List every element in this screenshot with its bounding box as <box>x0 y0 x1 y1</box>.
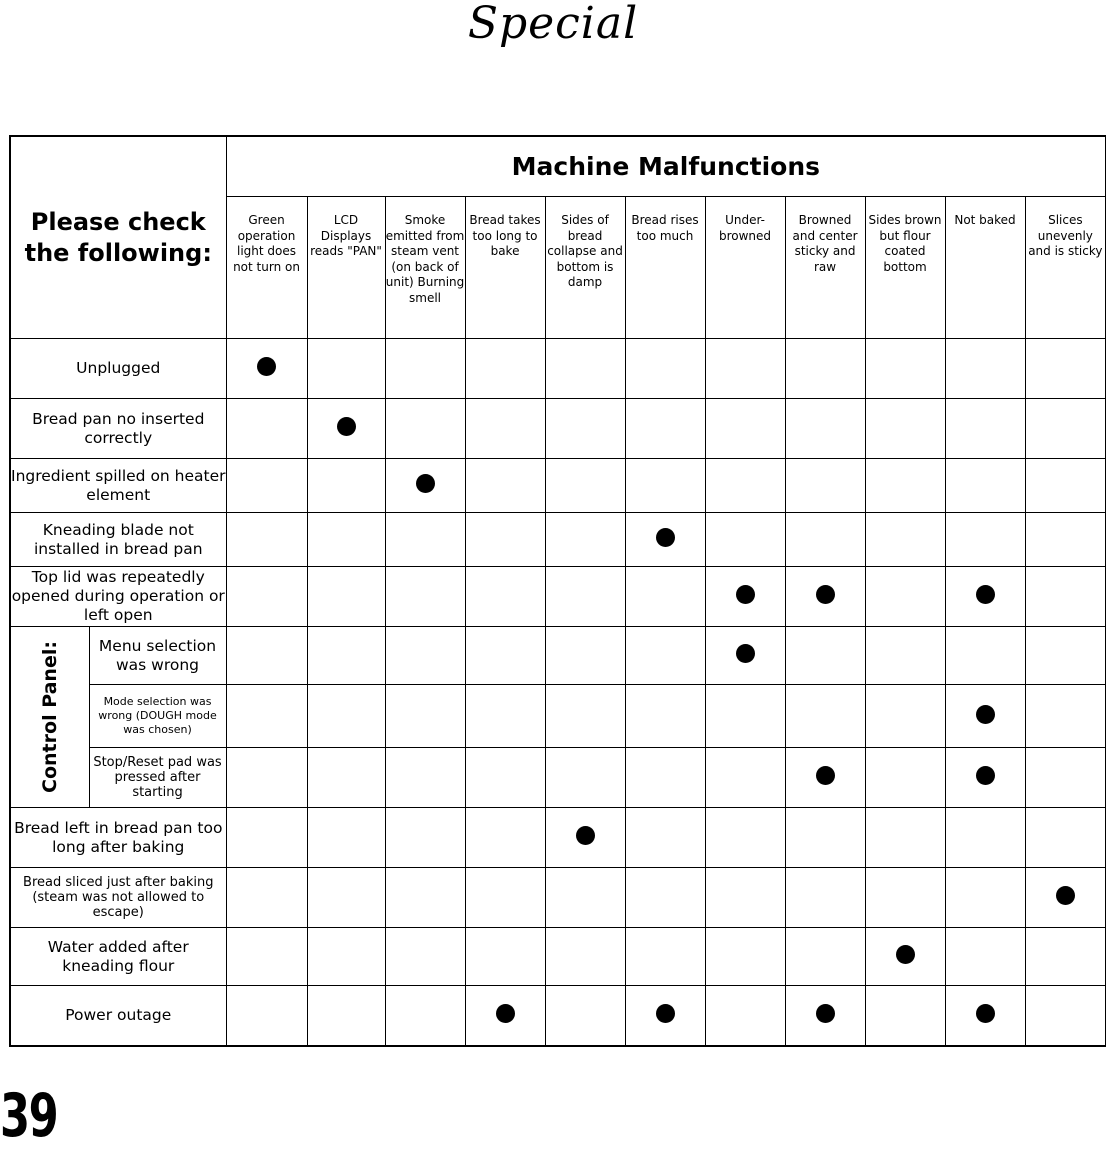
table-cell <box>945 868 1025 928</box>
table-cell <box>785 748 865 808</box>
table-cell <box>785 986 865 1046</box>
table-row <box>10 928 1106 986</box>
row-label: Bread left in bread pan too long after baking <box>10 808 226 868</box>
table-cell <box>705 339 785 399</box>
table-cell <box>545 986 625 1046</box>
bullet-mark-icon <box>736 644 755 663</box>
page-number: 39 <box>0 1081 58 1151</box>
table-cell <box>1025 748 1106 808</box>
table-cell <box>865 748 945 808</box>
table-row <box>10 459 1106 513</box>
table-cell <box>945 748 1025 808</box>
table-cell <box>705 567 785 627</box>
table-cell <box>1025 459 1106 513</box>
table-cell <box>545 685 625 748</box>
control-panel-text: Control Panel: <box>38 641 61 793</box>
table-cell <box>545 339 625 399</box>
table-cell <box>705 685 785 748</box>
table-cell <box>545 399 625 459</box>
table-cell <box>1025 986 1106 1046</box>
table-cell <box>385 748 465 808</box>
column-header: Bread rises too much <box>625 197 705 339</box>
table-cell <box>385 868 465 928</box>
table-cell <box>465 868 545 928</box>
table-cell <box>465 748 545 808</box>
bullet-mark-icon <box>976 705 995 724</box>
table-cell <box>945 339 1025 399</box>
row-label: Unplugged <box>10 339 226 399</box>
table-cell <box>865 928 945 986</box>
column-header: Smoke emitted from steam vent (on back of unit) Burning smell <box>385 197 465 339</box>
row-label: Power outage <box>10 986 226 1046</box>
table-cell <box>705 748 785 808</box>
table-cell <box>785 399 865 459</box>
machine-malfunctions-heading: Machine Malfunctions <box>226 136 1106 197</box>
table-cell <box>226 685 307 748</box>
bullet-mark-icon <box>337 417 356 436</box>
table-row <box>10 339 1106 399</box>
table-cell <box>785 928 865 986</box>
column-header: Browned and center sticky and raw <box>785 197 865 339</box>
table-cell <box>625 986 705 1046</box>
table-cell <box>226 459 307 513</box>
bullet-mark-icon <box>496 1004 515 1023</box>
table-cell <box>1025 928 1106 986</box>
table-cell <box>785 868 865 928</box>
table-cell <box>545 748 625 808</box>
table-cell <box>785 339 865 399</box>
table-cell <box>226 399 307 459</box>
table-cell <box>865 986 945 1046</box>
control-panel-label <box>10 627 89 808</box>
table-cell <box>465 928 545 986</box>
table-cell <box>785 808 865 868</box>
table-cell <box>385 399 465 459</box>
column-header: Sides of bread collapse and bottom is damp <box>545 197 625 339</box>
table-cell <box>945 567 1025 627</box>
table-cell <box>307 627 385 685</box>
row-label: Menu selection was wrong <box>89 627 226 685</box>
table-cell <box>226 928 307 986</box>
table-cell <box>307 748 385 808</box>
row-label: Ingredient spilled on heater element <box>10 459 226 513</box>
table-cell <box>385 339 465 399</box>
table-cell <box>945 986 1025 1046</box>
table-cell <box>865 459 945 513</box>
table-row <box>10 513 1106 567</box>
table-cell <box>625 567 705 627</box>
table-cell <box>226 868 307 928</box>
table-cell <box>865 399 945 459</box>
table-cell <box>385 808 465 868</box>
row-label: Bread pan no inserted correctly <box>10 399 226 459</box>
table-cell <box>625 685 705 748</box>
table-cell <box>307 513 385 567</box>
table-cell <box>865 627 945 685</box>
table-cell <box>785 685 865 748</box>
table-cell <box>1025 567 1106 627</box>
bullet-mark-icon <box>816 766 835 785</box>
table-cell <box>1025 685 1106 748</box>
table-cell <box>545 808 625 868</box>
table-cell <box>226 627 307 685</box>
table-cell <box>307 685 385 748</box>
table-cell <box>865 339 945 399</box>
table-cell <box>865 513 945 567</box>
table-cell <box>625 748 705 808</box>
column-header: Under-browned <box>705 197 785 339</box>
bullet-mark-icon <box>976 1004 995 1023</box>
table-cell <box>625 339 705 399</box>
row-label: Kneading blade not installed in bread pan <box>10 513 226 567</box>
table-cell <box>545 928 625 986</box>
table-cell <box>705 986 785 1046</box>
bullet-mark-icon <box>656 528 675 547</box>
row-label: Stop/Reset pad was pressed after starting <box>89 748 226 808</box>
malfunction-table <box>9 135 1106 1047</box>
column-header: LCD Displays reads "PAN" <box>307 197 385 339</box>
table-cell <box>1025 513 1106 567</box>
table-cell <box>865 685 945 748</box>
table-cell <box>545 868 625 928</box>
table-cell <box>705 627 785 685</box>
row-label: Top lid was repeatedly opened during operation or left open <box>10 567 226 627</box>
table-cell <box>307 928 385 986</box>
table-cell <box>465 986 545 1046</box>
table-cell <box>1025 399 1106 459</box>
table-cell <box>945 808 1025 868</box>
bullet-mark-icon <box>656 1004 675 1023</box>
table-cell <box>705 399 785 459</box>
table-cell <box>385 928 465 986</box>
table-cell <box>545 627 625 685</box>
table-cell <box>545 513 625 567</box>
table-cell <box>307 339 385 399</box>
bullet-mark-icon <box>257 357 276 376</box>
table-cell <box>465 808 545 868</box>
table-cell <box>226 339 307 399</box>
table-cell <box>465 567 545 627</box>
table-cell <box>1025 808 1106 868</box>
table-cell <box>226 513 307 567</box>
table-cell <box>385 986 465 1046</box>
table-row <box>10 567 1106 627</box>
table-row <box>10 685 1106 748</box>
table-cell <box>385 685 465 748</box>
row-label: Water added after kneading flour <box>10 928 226 986</box>
table-cell <box>945 685 1025 748</box>
table-cell <box>785 567 865 627</box>
table-cell <box>865 868 945 928</box>
table-cell <box>705 808 785 868</box>
table-cell <box>307 868 385 928</box>
table-row <box>10 399 1106 459</box>
table-cell <box>625 868 705 928</box>
table-cell <box>785 513 865 567</box>
table-cell <box>865 567 945 627</box>
bullet-mark-icon <box>816 1004 835 1023</box>
column-header: Not baked <box>945 197 1025 339</box>
please-check-heading: Please check the following: <box>10 136 226 339</box>
table-cell <box>307 808 385 868</box>
table-cell <box>545 459 625 513</box>
table-cell <box>785 459 865 513</box>
table-cell <box>625 627 705 685</box>
bullet-mark-icon <box>1056 886 1075 905</box>
column-header: Green operation light does not turn on <box>226 197 307 339</box>
table-cell <box>465 339 545 399</box>
table-cell <box>1025 868 1106 928</box>
bullet-mark-icon <box>976 585 995 604</box>
table-cell <box>465 399 545 459</box>
table-cell <box>385 567 465 627</box>
table-cell <box>1025 627 1106 685</box>
table-cell <box>705 868 785 928</box>
table-cell <box>625 459 705 513</box>
bullet-mark-icon <box>416 474 435 493</box>
table-cell <box>945 459 1025 513</box>
table-row <box>10 986 1106 1046</box>
table-cell <box>226 567 307 627</box>
column-header: Bread takes too long to bake <box>465 197 545 339</box>
table-cell <box>625 808 705 868</box>
bullet-mark-icon <box>736 585 755 604</box>
table-cell <box>465 627 545 685</box>
table-cell <box>465 459 545 513</box>
table-cell <box>625 399 705 459</box>
row-label: Mode selection was wrong (DOUGH mode was chosen) <box>89 685 226 748</box>
table-cell <box>465 513 545 567</box>
table-cell <box>945 928 1025 986</box>
table-row <box>10 868 1106 928</box>
table-cell <box>226 748 307 808</box>
table-cell <box>307 399 385 459</box>
table-cell <box>465 685 545 748</box>
table-cell <box>1025 339 1106 399</box>
table-cell <box>226 986 307 1046</box>
bullet-mark-icon <box>816 585 835 604</box>
row-label: Bread sliced just after baking (steam was not allowed to escape) <box>10 868 226 928</box>
table-cell <box>705 928 785 986</box>
page-title: Special <box>467 0 639 49</box>
bullet-mark-icon <box>896 945 915 964</box>
table-cell <box>545 567 625 627</box>
column-header: Sides brown but flour coated bottom <box>865 197 945 339</box>
table-cell <box>307 986 385 1046</box>
table-cell <box>945 399 1025 459</box>
table-cell <box>226 808 307 868</box>
column-header: Slices unevenly and is sticky <box>1025 197 1106 339</box>
table-row <box>10 808 1106 868</box>
table-cell <box>865 808 945 868</box>
table-row <box>10 627 1106 685</box>
bullet-mark-icon <box>976 766 995 785</box>
table-cell <box>705 513 785 567</box>
table-cell <box>625 513 705 567</box>
table-cell <box>785 627 865 685</box>
table-cell <box>307 459 385 513</box>
bullet-mark-icon <box>576 826 595 845</box>
table-cell <box>307 567 385 627</box>
table-cell <box>625 928 705 986</box>
table-cell <box>385 627 465 685</box>
table-cell <box>385 513 465 567</box>
table-row <box>10 748 1106 808</box>
table-cell <box>945 513 1025 567</box>
table-cell <box>705 459 785 513</box>
table-cell <box>945 627 1025 685</box>
table-cell <box>385 459 465 513</box>
